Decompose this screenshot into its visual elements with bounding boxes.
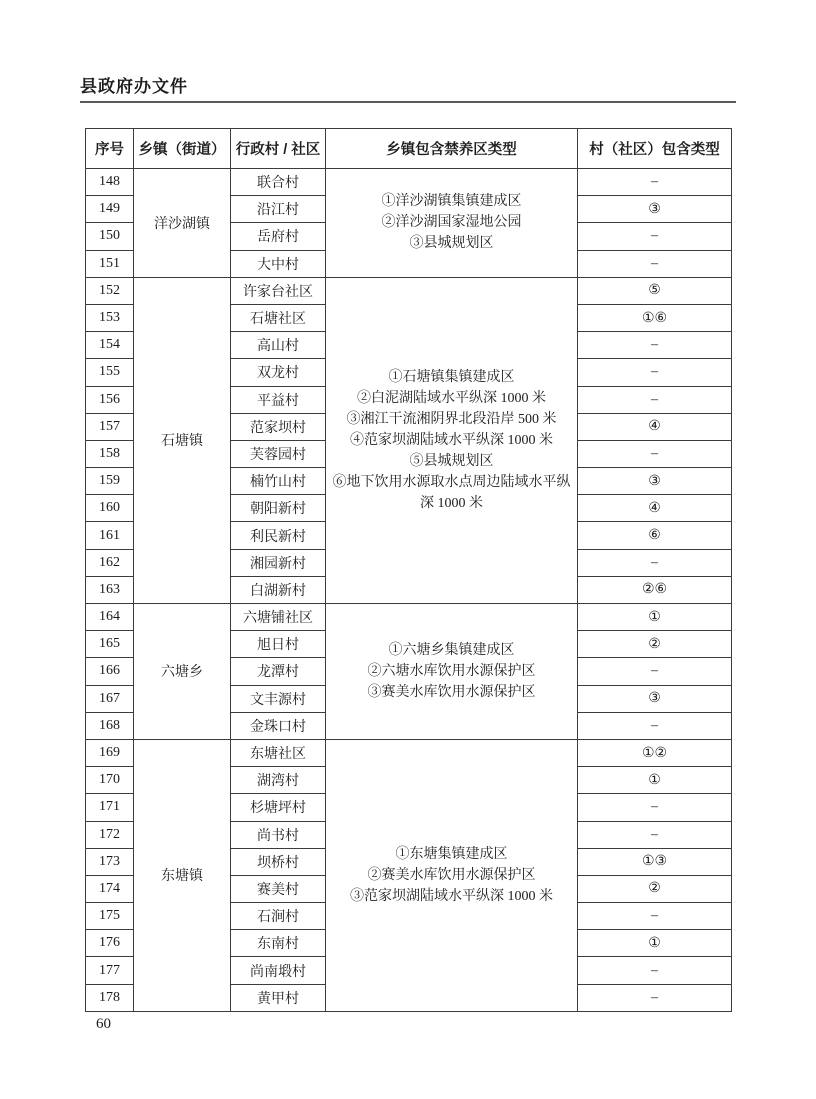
serial-cell: 176 xyxy=(86,930,134,957)
serial-cell: 167 xyxy=(86,685,134,712)
village-cell: 坝桥村 xyxy=(231,848,326,875)
serial-cell: 150 xyxy=(86,223,134,250)
village-types-cell: ④ xyxy=(578,495,732,522)
village-types-cell: – xyxy=(578,549,732,576)
township-type-line: ②赛美水库饮用水源保护区 xyxy=(367,867,536,883)
township-type-line: ②六塘水库饮用水源保护区 xyxy=(367,663,536,679)
village-cell: 大中村 xyxy=(231,250,326,277)
serial-cell: 154 xyxy=(86,332,134,359)
village-cell: 芙蓉园村 xyxy=(231,440,326,467)
village-types-cell: – xyxy=(578,386,732,413)
village-cell: 东南村 xyxy=(231,930,326,957)
village-types-cell: – xyxy=(578,223,732,250)
serial-cell: 169 xyxy=(86,739,134,766)
village-cell: 赛美村 xyxy=(231,875,326,902)
village-types-cell: – xyxy=(578,794,732,821)
village-cell: 朝阳新村 xyxy=(231,495,326,522)
township-type-line: ④范家坝湖陆域水平纵深 1000 米 xyxy=(350,432,553,448)
village-types-cell: – xyxy=(578,658,732,685)
village-types-cell: – xyxy=(578,359,732,386)
serial-cell: 170 xyxy=(86,767,134,794)
village-types-cell: ⑥ xyxy=(578,522,732,549)
table-row xyxy=(86,169,732,196)
village-types-cell: – xyxy=(578,903,732,930)
serial-cell: 159 xyxy=(86,468,134,495)
township-type-line: ③湘江干流湘阴界北段沿岸 500 米 xyxy=(346,411,557,427)
page-number: 60 xyxy=(96,1016,111,1032)
village-cell: 白湖新村 xyxy=(231,576,326,603)
serial-cell: 162 xyxy=(86,549,134,576)
serial-cell: 173 xyxy=(86,848,134,875)
serial-cell: 152 xyxy=(86,277,134,304)
village-types-cell: ⑤ xyxy=(578,277,732,304)
township-type-line: ②白泥湖陆域水平纵深 1000 米 xyxy=(357,390,546,406)
village-types-cell: – xyxy=(578,957,732,984)
village-types-cell: ①⑥ xyxy=(578,304,732,331)
village-cell: 石塘社区 xyxy=(231,304,326,331)
serial-cell: 148 xyxy=(86,169,134,196)
village-types-cell: – xyxy=(578,250,732,277)
serial-cell: 160 xyxy=(86,495,134,522)
village-types-cell: ①③ xyxy=(578,848,732,875)
village-cell: 联合村 xyxy=(231,169,326,196)
village-types-cell: – xyxy=(578,821,732,848)
serial-cell: 175 xyxy=(86,903,134,930)
township-type-line: ②洋沙湖国家湿地公园 xyxy=(381,215,522,231)
village-types-cell: ①② xyxy=(578,739,732,766)
village-types-cell: ③ xyxy=(578,196,732,223)
township-type-line: ①石塘镇集镇建成区 xyxy=(388,369,515,385)
village-cell: 利民新村 xyxy=(231,522,326,549)
zones-table xyxy=(85,128,732,1012)
table-row xyxy=(86,277,732,304)
serial-cell: 156 xyxy=(86,386,134,413)
village-cell: 金珠口村 xyxy=(231,712,326,739)
serial-cell: 151 xyxy=(86,250,134,277)
village-types-cell: ① xyxy=(578,930,732,957)
village-cell: 石涧村 xyxy=(231,903,326,930)
col-header-serial: 序号 xyxy=(86,129,134,169)
township-type-line: ①六塘乡集镇建成区 xyxy=(388,642,515,658)
village-cell: 黄甲村 xyxy=(231,984,326,1011)
village-cell: 沿江村 xyxy=(231,196,326,223)
serial-cell: 153 xyxy=(86,304,134,331)
township-type-line: ①洋沙湖镇集镇建成区 xyxy=(381,194,522,210)
village-cell: 楠竹山村 xyxy=(231,468,326,495)
village-types-cell: – xyxy=(578,332,732,359)
village-types-cell: – xyxy=(578,712,732,739)
village-cell: 岳府村 xyxy=(231,223,326,250)
village-cell: 湖湾村 xyxy=(231,767,326,794)
town-cell: 东塘镇 xyxy=(134,739,231,1011)
serial-cell: 178 xyxy=(86,984,134,1011)
township-type-line: ③范家坝湖陆域水平纵深 1000 米 xyxy=(350,888,553,904)
table-row xyxy=(86,739,732,766)
township-type-line: ⑤县城规划区 xyxy=(409,453,494,469)
serial-cell: 168 xyxy=(86,712,134,739)
serial-cell: 158 xyxy=(86,440,134,467)
village-cell: 湘园新村 xyxy=(231,549,326,576)
town-cell: 六塘乡 xyxy=(134,604,231,740)
serial-cell: 157 xyxy=(86,413,134,440)
village-cell: 文丰源村 xyxy=(231,685,326,712)
village-cell: 许家台社区 xyxy=(231,277,326,304)
town-cell: 石塘镇 xyxy=(134,277,231,603)
village-cell: 尚南塅村 xyxy=(231,957,326,984)
table-header-row xyxy=(86,129,732,169)
serial-cell: 163 xyxy=(86,576,134,603)
serial-cell: 177 xyxy=(86,957,134,984)
village-cell: 龙潭村 xyxy=(231,658,326,685)
village-cell: 双龙村 xyxy=(231,359,326,386)
village-cell: 六塘铺社区 xyxy=(231,604,326,631)
village-cell: 高山村 xyxy=(231,332,326,359)
col-header-town: 乡镇（街道） xyxy=(134,129,231,169)
serial-cell: 164 xyxy=(86,604,134,631)
village-types-cell: ② xyxy=(578,875,732,902)
village-cell: 平益村 xyxy=(231,386,326,413)
town-cell: 洋沙湖镇 xyxy=(134,169,231,278)
township-types-cell xyxy=(326,739,578,1011)
header-rule xyxy=(80,101,736,103)
township-types-cell xyxy=(326,169,578,278)
village-cell: 范家坝村 xyxy=(231,413,326,440)
col-header-village-types: 村（社区）包含类型 xyxy=(578,129,732,169)
village-types-cell: – xyxy=(578,169,732,196)
serial-cell: 149 xyxy=(86,196,134,223)
village-types-cell: ④ xyxy=(578,413,732,440)
serial-cell: 172 xyxy=(86,821,134,848)
village-types-cell: ③ xyxy=(578,468,732,495)
serial-cell: 165 xyxy=(86,631,134,658)
village-cell: 旭日村 xyxy=(231,631,326,658)
serial-cell: 171 xyxy=(86,794,134,821)
township-types-cell xyxy=(326,604,578,740)
col-header-township-types: 乡镇包含禁养区类型 xyxy=(326,129,578,169)
page-header-title: 县政府办文件 xyxy=(80,77,188,96)
township-type-line: ③赛美水库饮用水源保护区 xyxy=(367,684,536,700)
village-types-cell: – xyxy=(578,984,732,1011)
serial-cell: 155 xyxy=(86,359,134,386)
serial-cell: 166 xyxy=(86,658,134,685)
township-type-line: ⑥地下饮用水源取水点周边陆域水平纵深 1000 米 xyxy=(332,474,571,511)
serial-cell: 161 xyxy=(86,522,134,549)
village-types-cell: ① xyxy=(578,767,732,794)
village-cell: 杉塘坪村 xyxy=(231,794,326,821)
village-types-cell: ③ xyxy=(578,685,732,712)
township-type-line: ③县城规划区 xyxy=(409,236,494,252)
village-types-cell: ② xyxy=(578,631,732,658)
village-types-cell: ②⑥ xyxy=(578,576,732,603)
village-types-cell: ① xyxy=(578,604,732,631)
col-header-village: 行政村 / 社区 xyxy=(231,129,326,169)
table-row xyxy=(86,604,732,631)
township-type-line: ①东塘集镇建成区 xyxy=(395,846,508,862)
village-cell: 东塘社区 xyxy=(231,739,326,766)
village-types-cell: – xyxy=(578,440,732,467)
serial-cell: 174 xyxy=(86,875,134,902)
township-types-cell xyxy=(326,277,578,603)
village-cell: 尚书村 xyxy=(231,821,326,848)
table-body xyxy=(86,169,732,1012)
